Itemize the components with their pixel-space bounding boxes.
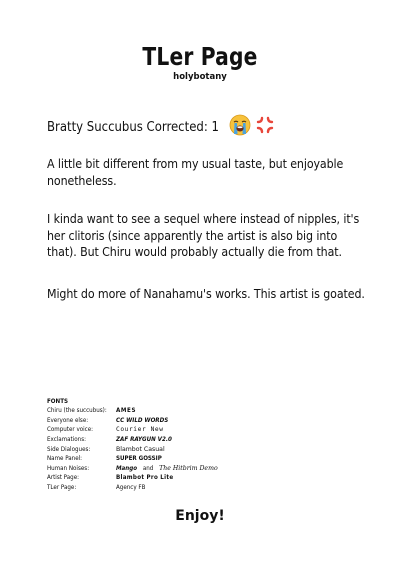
review-paragraph: A little bit different from my usual taste, but enjoyable nonetheless. (47, 157, 344, 188)
review-paragraph: I kinda want to see a sequel where instead of nipples, it's her clitoris (since apparently the artist is also big into that). But Chiru would probably actually die from that. (47, 212, 360, 259)
loudly-crying-face-icon (229, 114, 251, 140)
review-heading: Bratty Succubus Corrected: 1 (47, 119, 219, 135)
font-row (47, 483, 247, 493)
font-row-value: Blambot Pro Lite (116, 474, 174, 482)
page-author: holybotany (173, 72, 227, 82)
font-row (47, 406, 247, 416)
font-row-value-group (116, 465, 218, 472)
font-row-label: Name Panel: (47, 455, 83, 463)
font-row-label: Computer voice: (47, 426, 94, 434)
font-row-label: Chiru (the succubus): (47, 407, 107, 415)
fonts-credits (47, 398, 247, 492)
font-row (47, 464, 247, 474)
font-row (47, 416, 247, 426)
font-row (47, 425, 247, 435)
review-heading-row (47, 114, 275, 140)
font-row-value-secondary: The Hitbrim Demo (159, 464, 218, 472)
font-row-conjunction: and (142, 464, 154, 472)
font-row-label: Side Dialogues: (47, 445, 91, 453)
review-paragraph: Might do more of Nanahamu's works. This artist is goated. (47, 287, 365, 301)
font-row-value: Mango (116, 464, 138, 472)
font-row-value: AMES (116, 407, 137, 415)
font-row-label: Everyone else: (47, 416, 89, 424)
font-row-value: Blambot Casual (116, 445, 165, 453)
font-row-label: Exclamations: (47, 436, 86, 444)
enjoy-text: Enjoy! (175, 508, 225, 524)
font-row-label: Human Noises: (47, 464, 90, 472)
font-row-value: Courier New (116, 426, 164, 434)
font-row (47, 435, 247, 445)
font-row-value: ZAF RAYGUN V2.0 (116, 436, 172, 444)
font-row-value: SUPER GOSSIP (116, 455, 162, 463)
font-row-label: TLer Page: (47, 484, 77, 492)
fonts-heading: FONTS (47, 398, 69, 405)
page-title: TLer Page (142, 42, 258, 71)
font-row-label: Artist Page: (47, 474, 79, 482)
anger-symbol-icon (255, 115, 275, 139)
font-row-value: Agency FB (116, 484, 146, 492)
font-row (47, 473, 247, 483)
font-row (47, 444, 247, 454)
font-row-value: CC WILD WORDS (116, 416, 169, 424)
font-row (47, 454, 247, 464)
